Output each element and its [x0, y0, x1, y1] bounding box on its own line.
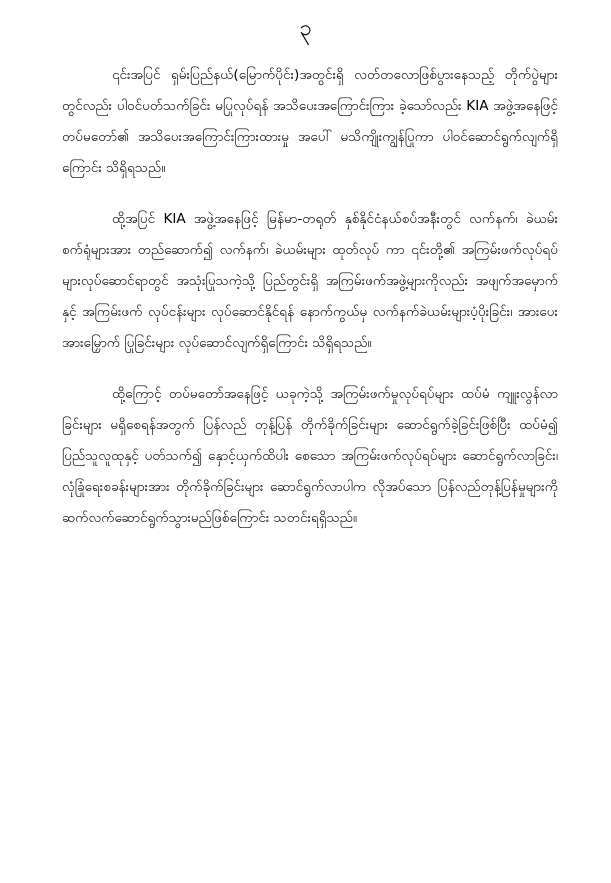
- paragraph-3: ထို့ကြောင့် တပ်မတော်အနေဖြင့် ယခုကဲ့သို့ အကြမ်းဖက်မှုလုပ်ရပ်များ ထပ်မံ ကျူးလွန်လာခြင်းများ မရှိစေရန်အတွက် ပြန်လည် တုန့်ပြန် တိုက်ခိုက်ခြင်းများ ဆောင်ရွက်ခဲ့ခြင်းဖြစ်ပြီး ထပ်မံ၍ ပြည်သူလူထုနှင့် ပတ်သက်၍ နှောင့်ယှက်ထိပါး စေသော အကြမ်းဖက်လုပ်ရပ်များ ဆောင်ရွက်လာခြင်း၊ လုံခြုံရေးစခန်းများအား တိုက်ခိုက်ခြင်းများ ဆောင်ရွက်လာပါက လိုအပ်သော ပြန်လည်တုန့်ပြန်မှုများကို ဆက်လက်ဆောင်ရွက်သွားမည်ဖြစ်ကြောင်း သတင်းရရှိသည်။: [62, 386, 558, 526]
- document-body: [62, 60, 558, 554]
- paragraph-2: ထို့အပြင် KIA အဖွဲ့အနေဖြင့် မြန်မာ-တရုတ် နှစ်နိုင်ငံနယ်စပ်အနီးတွင် လက်နက်၊ ခဲယမ်းစက်ရုံများအား တည်ဆောက်၍ လက်နက်၊ ခဲယမ်းများ ထုတ်လုပ် ကာ ၎င်းတို့၏ အကြမ်းဖက်လုပ်ရပ်များလုပ်ဆောင်ရာတွင် အသုံးပြုသကဲ့သို့ ပြည်တွင်းရှိ အကြမ်းဖက်အဖွဲ့များကိုလည်း အဖျက်အမှောက်နှင့် အကြမ်းဖက် လုပ်ငန်းများ လုပ်ဆောင်နိုင်ရန် နောက်ကွယ်မှ လက်နက်ခဲယမ်းများပံ့ပိုးခြင်း၊ အားပေးအားမြှောက် ပြုခြင်းများ လုပ်ဆောင်လျက်ရှိကြောင်း သိရှိရသည်။: [62, 211, 558, 351]
- page-number: ၃: [299, 16, 312, 41]
- paragraph-1: ၎င်းအပြင် ရှမ်းပြည်နယ်(မြောက်ပိုင်း)အတွင်းရှိ လတ်တလောဖြစ်ပွားနေသည့် တိုက်ပွဲများတွင်လည်း ပါဝင်ပတ်သက်ခြင်း မပြုလုပ်ရန် အသိပေးအကြောင်းကြား ခဲ့သော်လည်း KIA အဖွဲ့အနေဖြင့် တပ်မတော်၏ အသိပေးအကြောင်းကြားထားမှု အပေါ် မသိကျိုးကျွန်ပြုကာ ပါဝင်ဆောင်ရွက်လျက်ရှိကြောင်း သိရှိရသည်။: [62, 67, 558, 176]
